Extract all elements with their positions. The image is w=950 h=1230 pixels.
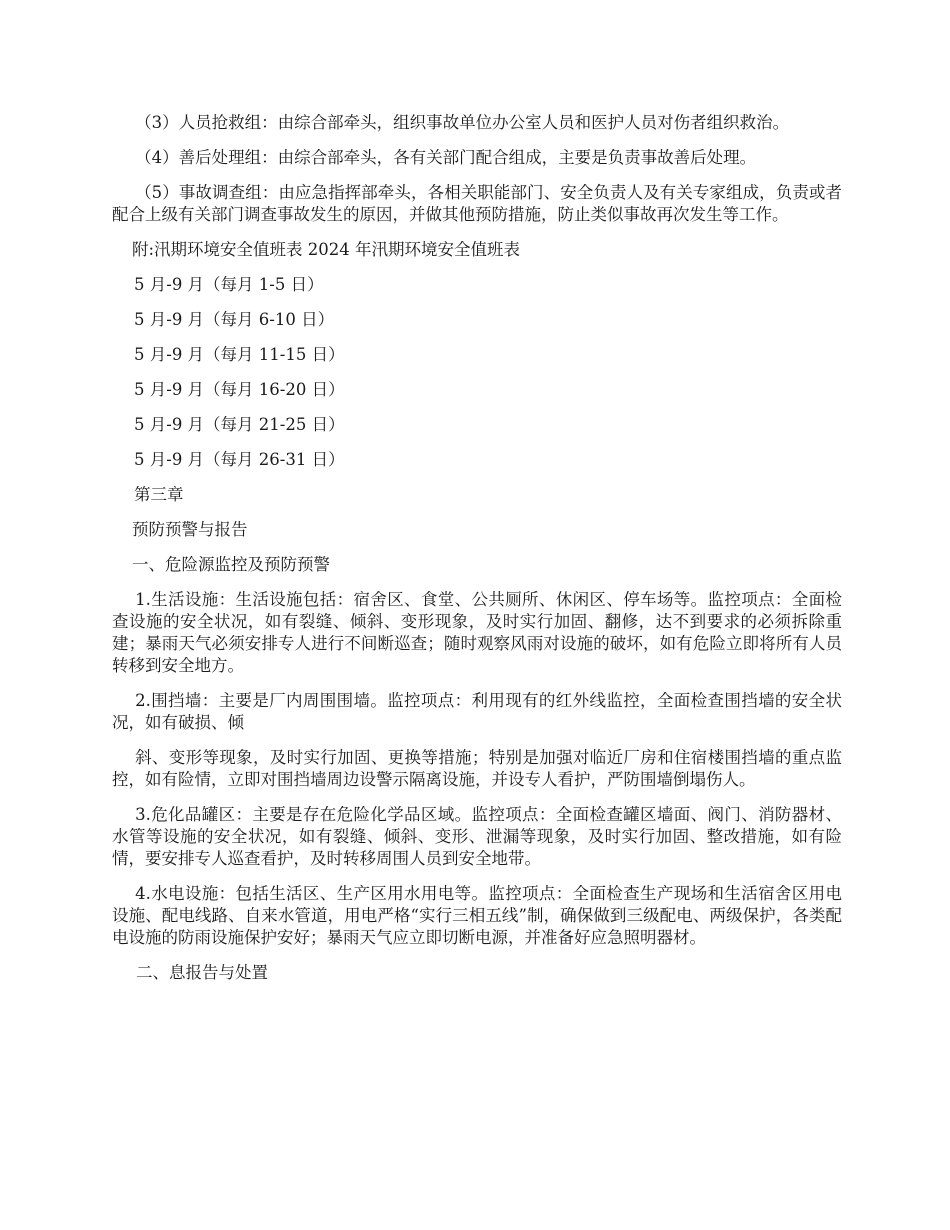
schedule-row: 5 月-9 月（每月 6-10 日） [134, 310, 335, 329]
paragraph-fence-wall-continued: 斜、变形等现象，及时实行加固、更换等措施；特别是加强对临近厂房和住宿楼围挡墙的重点监控，如有险情，立即对围挡墙周边设警示隔离设施，并设专人看护，严防围墙倒塌伤人。 [112, 748, 842, 789]
schedule-row: 5 月-9 月（每月 26-31 日） [134, 450, 345, 469]
chapter-title: 预防预警与报告 [132, 520, 248, 539]
paragraph-rescue-team: （3）人员抢救组：由综合部牵头，组织事故单位办公室人员和医护人员对伤者组织救治。 [135, 113, 790, 132]
appendix-title: 附:汛期环境安全值班表 2024 年汛期环境安全值班表 [132, 240, 521, 259]
paragraph-aftermath-team: （4）善后处理组：由综合部牵头，各有关部门配合组成，主要是负责事故善后处理。 [135, 148, 757, 167]
schedule-row: 5 月-9 月（每月 1-5 日） [134, 275, 324, 294]
schedule-row: 5 月-9 月（每月 16-20 日） [134, 380, 345, 399]
paragraph-water-electric: 4.水电设施：包括生活区、生产区用水用电等。监控项点：全面检查生产现场和生活宿舍区用电设施、配电线路、自来水管道，用电严格“实行三相五线”制，确保做到三级配电、两级保护，各类配电设施的防雨设施保护安好；暴雨天气应立即切断电源，并准备好应急照明器材。 [112, 884, 842, 947]
paragraph-investigation-team: （5）事故调查组：由应急指挥部牵头，各相关职能部门、安全负责人及有关专家组成，负责或者配合上级有关部门调查事故发生的原因，并做其他预防措施，防止类似事故再次发生等工作。 [112, 183, 842, 224]
paragraph-hazardous-tank-area: 3.危化品罐区：主要是存在危险化学品区域。监控项点：全面检查罐区墙面、阀门、消防器材、水管等设施的安全状况，如有裂缝、倾斜、变形、泄漏等现象，及时实行加固、整改措施，如有险情，要安排专人巡查看护，及时转移周围人员到安全地带。 [112, 805, 842, 868]
document-page [112, 112, 842, 997]
section-heading-1: 一、危险源监控及预防预警 [132, 555, 330, 574]
schedule-row: 5 月-9 月（每月 11-15 日） [134, 345, 345, 364]
paragraph-fence-wall: 2.围挡墙：主要是厂内周围围墙。监控项点：利用现有的红外线监控，全面检查围挡墙的安全状况，如有破损、倾 [112, 691, 842, 732]
paragraph-living-facilities: 1.生活设施：生活设施包括：宿舍区、食堂、公共厕所、休闲区、停车场等。监控项点：全面检查设施的安全状况，如有裂缝、倾斜、变形现象，及时实行加固、翻修，达不到要求的必须拆除重建；暴雨天气必须安排专人进行不间断巡查；随时观察风雨对设施的破坏，如有危险立即将所有人员转移到安全地方。 [112, 590, 842, 675]
section-heading-2: 二、息报告与处置 [136, 963, 268, 982]
schedule-row: 5 月-9 月（每月 21-25 日） [134, 415, 345, 434]
chapter-heading: 第三章 [134, 485, 184, 504]
